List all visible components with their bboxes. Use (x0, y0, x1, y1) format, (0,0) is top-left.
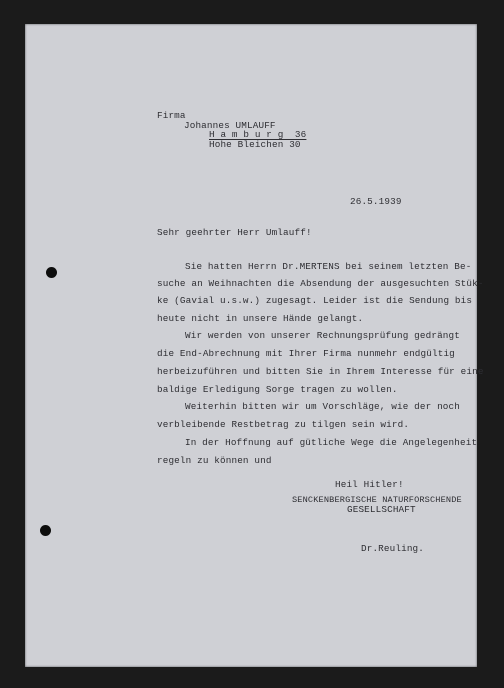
body-line: verbleibende Restbetrag zu tilgen sein wird. (157, 419, 410, 430)
punch-hole-top (46, 267, 57, 278)
salutation: Sehr geehrter Herr Umlauff! (157, 227, 312, 238)
body-line: suche an Weihnachten die Absendung der ausgesuchten Stük- (157, 278, 484, 289)
signature: Dr.Reuling. (361, 543, 425, 554)
body-line: herbeizuführen und bitten Sie in Ihrem Interesse für eine (157, 366, 484, 377)
body-line: heute nicht in unsere Hände gelangt. (157, 313, 364, 324)
firm-label: Firma (157, 110, 186, 121)
closing: Heil Hitler! (335, 479, 404, 490)
body-line: die End-Abrechnung mit Ihrer Firma nunmehr endgültig (157, 348, 455, 359)
body-line: Sie hatten Herrn Dr.MERTENS bei seinem letzten Be- (185, 261, 472, 272)
body-line: regeln zu können und (157, 455, 272, 466)
body-line: baldige Erledigung Sorge tragen zu wollen. (157, 384, 398, 395)
addressee-city: H a m b u r g 36 (209, 129, 307, 140)
addressee-street: Hohe Bleichen 30 (209, 139, 301, 150)
addressee-name: Johannes UMLAUFF (184, 120, 276, 131)
body-line: In der Hoffnung auf gütliche Wege die Angelegenheit (185, 437, 478, 448)
org-name-line1: SENCKENBERGISCHE NATURFORSCHENDE (292, 495, 462, 505)
org-name-line2: GESELLSCHAFT (347, 504, 416, 515)
body-line: Wir werden von unserer Rechnungsprüfung gedrängt (185, 330, 460, 341)
body-line: Weiterhin bitten wir um Vorschläge, wie der noch (185, 401, 460, 412)
body-line: ke (Gavial u.s.w.) zugesagt. Leider ist die Sendung bis (157, 295, 473, 306)
punch-hole-bottom (40, 525, 51, 536)
letter-date: 26.5.1939 (350, 196, 402, 207)
